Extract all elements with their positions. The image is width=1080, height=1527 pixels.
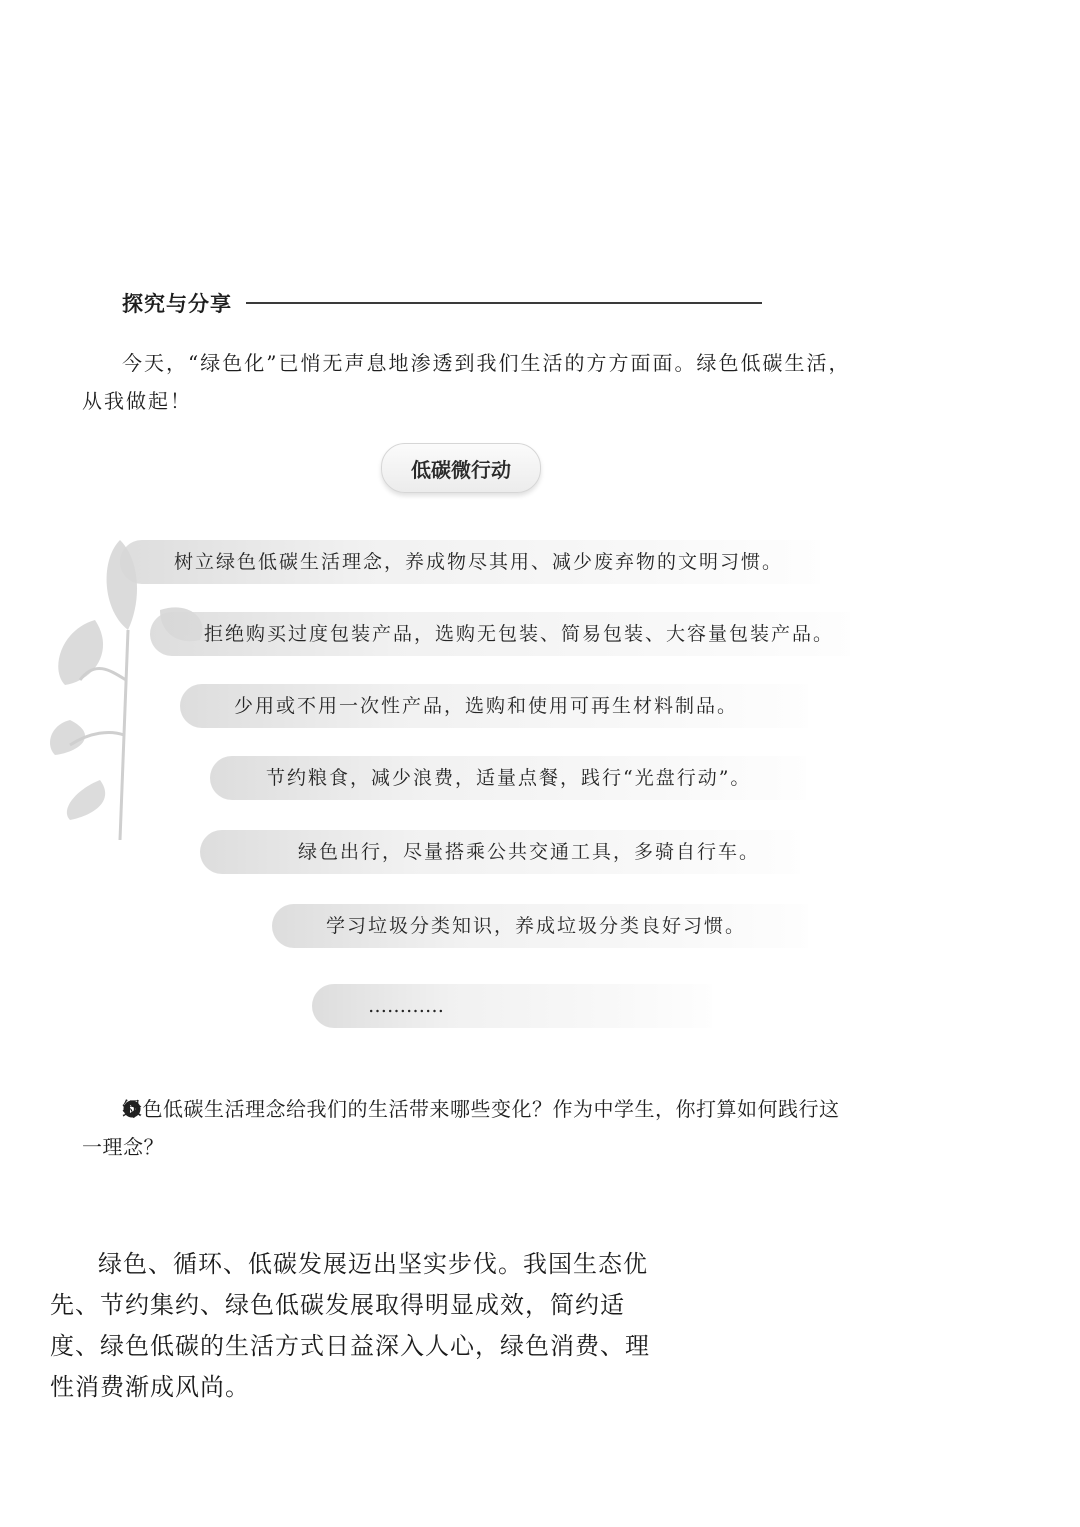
action-item: 拒绝购买过度包装产品，选购无包装、简易包装、大容量包装产品。 [150,612,850,656]
action-item: 树立绿色低碳生活理念，养成物尽其用、减少废弃物的文明习惯。 [120,540,820,584]
intro-paragraph: 今天，“绿色化”已悄无声息地渗透到我们生活的方方面面。绿色低碳生活，从我做起！ [82,351,851,413]
action-item: 少用或不用一次性产品，选购和使用可再生材料制品。 [180,684,808,728]
discussion-question: 绿色低碳生活理念给我们的生活带来哪些变化？作为中学生，你打算如何践行这一理念？ [82,1097,840,1159]
heading-rule [246,302,762,304]
activity-title-pill: 低碳微行动 [381,443,541,493]
action-item: 节约粮食，减少浪费，适量点餐，践行“光盘行动”。 [210,756,806,800]
closing-paragraph: 绿色、循环、低碳发展迈出坚实步伐。我国生态优先、节约集约、绿色低碳发展取得明显成效，简约适度、绿色低碳的生活方式日益深入人心，绿色消费、理性消费渐成风尚。 [50,1250,650,1401]
action-item: 学习垃圾分类知识，养成垃圾分类良好习惯。 [272,904,808,948]
action-item: 绿色出行，尽量搭乘公共交通工具，多骑自行车。 [200,830,800,874]
action-item: ………… [312,984,712,1028]
section-heading: 探究与分享 [122,292,232,316]
